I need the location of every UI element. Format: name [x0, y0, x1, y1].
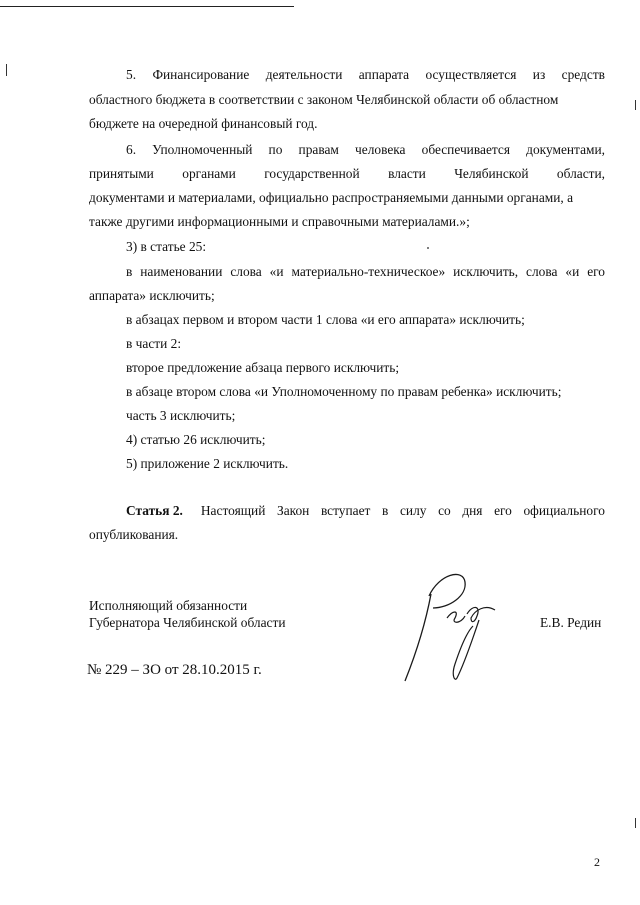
- word: слова: [526, 264, 558, 279]
- word: вступает: [320, 503, 371, 518]
- word: 5.: [126, 67, 137, 82]
- word: исключить,: [453, 264, 519, 279]
- item-4: 4) статью 26 исключить;: [126, 432, 266, 447]
- word: Уполномоченный: [152, 142, 253, 157]
- paragraph-6-line-2: [89, 166, 605, 182]
- word: со: [438, 503, 451, 518]
- word: официального: [523, 503, 605, 518]
- item-5: 5) приложение 2 исключить.: [126, 456, 289, 471]
- item-3-line-5: второе предложение абзаца первого исключить;: [126, 360, 400, 375]
- item-3-heading: 3) в статье 25:: [126, 239, 207, 254]
- item-3-line-4: в части 2:: [126, 336, 182, 351]
- top-rule: [0, 6, 294, 7]
- signatory-name: Е.В. Редин: [540, 615, 602, 630]
- word: аппарата: [358, 67, 410, 82]
- signatory-title-line-2: Губернатора Челябинской области: [89, 615, 286, 630]
- word: деятельности: [265, 67, 343, 82]
- word: из: [532, 67, 546, 82]
- word: материально-техническое»: [291, 264, 446, 279]
- word: обеспечивается: [421, 142, 511, 157]
- word: государственной: [264, 166, 360, 181]
- paragraph-5-line-1: [126, 67, 605, 83]
- word: его: [587, 264, 605, 279]
- item-3-line-7: часть 3 исключить;: [126, 408, 236, 423]
- word: осуществляется: [425, 67, 517, 82]
- word: в: [382, 503, 389, 518]
- word: Финансирование: [152, 67, 250, 82]
- paragraph-6-line-1: [126, 142, 605, 158]
- paragraph-6-line-4: также другими информационными и справочными материалами.»;: [89, 214, 470, 229]
- page-number: 2: [594, 855, 600, 869]
- law-number: № 229 – ЗО от 28.10.2015 г.: [87, 662, 262, 678]
- handwritten-signature: [395, 566, 515, 686]
- word: силу: [399, 503, 427, 518]
- signatory-title-line-1: Исполняющий обязанности: [89, 598, 248, 613]
- item-3-line-2: аппарата» исключить;: [89, 288, 215, 303]
- word: Настоящий: [200, 503, 266, 518]
- left-margin-mark: [6, 64, 7, 76]
- word: по: [268, 142, 283, 157]
- article-2-line-1: [126, 503, 605, 519]
- article-2-line-2: опубликования.: [89, 527, 179, 542]
- paragraph-5-line-2: областного бюджета в соответствии с законом Челябинской области об областном: [89, 92, 559, 107]
- right-margin-mark-lower: [635, 818, 636, 828]
- word: правам: [298, 142, 339, 157]
- item-3-line-3: в абзацах первом и втором части 1 слова «и его аппарата» исключить;: [126, 312, 525, 327]
- word: дня: [462, 503, 483, 518]
- right-margin-mark: [635, 100, 636, 110]
- word: средств: [561, 67, 605, 82]
- word: документами,: [526, 142, 605, 157]
- word: в: [126, 264, 133, 279]
- word: его: [494, 503, 512, 518]
- item-3-line-6: в абзаце втором слова «и Уполномоченному по правам ребенка» исключить;: [126, 384, 562, 399]
- article-2-line-1-text: [201, 503, 605, 519]
- word: человека: [355, 142, 406, 157]
- word: наименовании: [140, 264, 223, 279]
- paragraph-5-line-3: бюджете на очередной финансовый год.: [89, 116, 318, 131]
- word: «и: [565, 264, 580, 279]
- word: принятыми: [89, 166, 154, 181]
- word: органами: [182, 166, 236, 181]
- word: Челябинской: [454, 166, 529, 181]
- word: области,: [556, 166, 605, 181]
- item-3-line-1: [126, 264, 605, 280]
- article-2-label: Статья 2.: [126, 503, 183, 518]
- word: слова: [230, 264, 262, 279]
- word: Закон: [276, 503, 310, 518]
- scan-dot: [427, 247, 429, 249]
- word: 6.: [126, 142, 137, 157]
- paragraph-6-line-3: документами и материалами, официально распространяемыми данными органами, а: [89, 190, 574, 205]
- word: «и: [269, 264, 284, 279]
- word: власти: [388, 166, 426, 181]
